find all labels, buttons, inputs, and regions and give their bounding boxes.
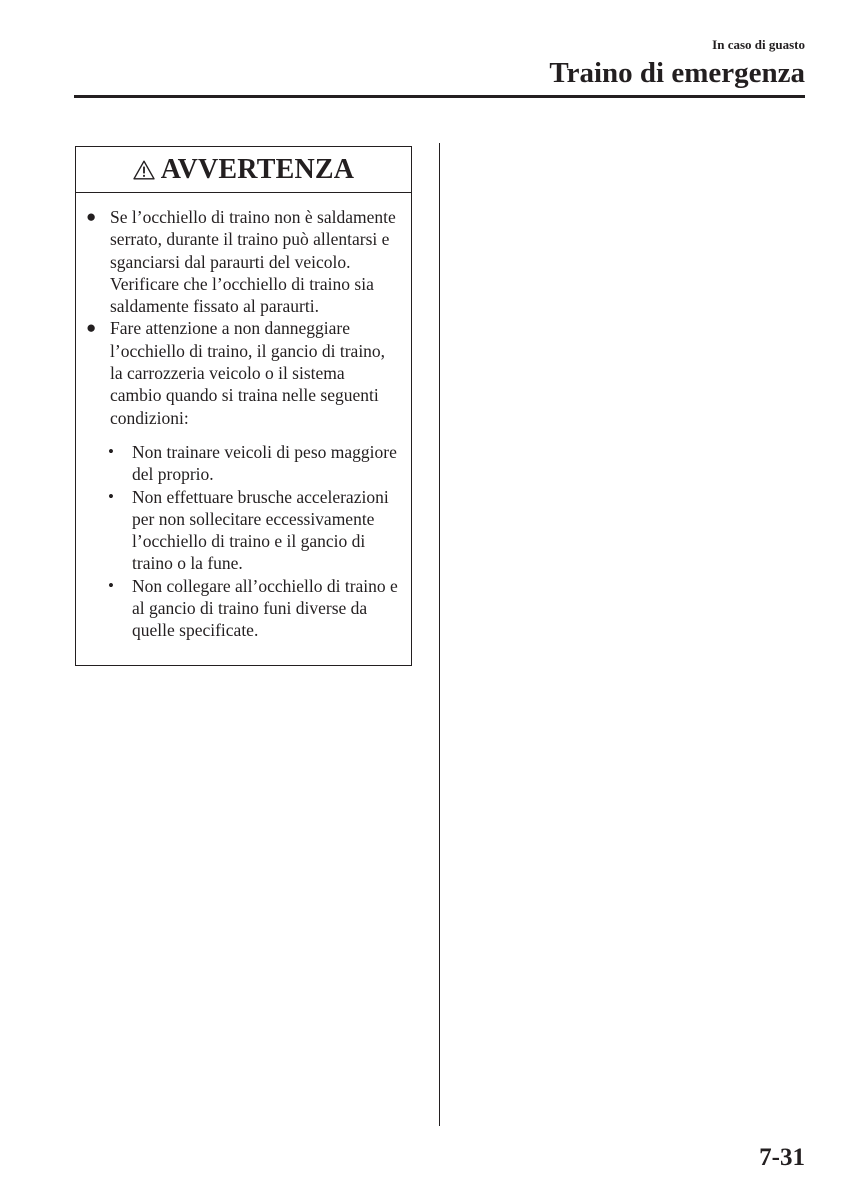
warning-sub-list [108, 441, 399, 642]
page-number: 7-31 [759, 1144, 805, 1171]
page-title: Traino di emergenza [549, 57, 805, 89]
bullet-icon: • [108, 486, 114, 506]
list-item [86, 317, 399, 428]
column-divider [439, 143, 440, 1126]
bullet-icon: ● [86, 207, 97, 226]
section-label: In caso di guasto [712, 37, 805, 52]
warning-list [86, 206, 399, 429]
sub-list-item [108, 575, 399, 642]
warning-header [76, 147, 411, 193]
sub-list-item-text: Non collegare all’occhiello di traino e al gancio di traino funi diverse da quelle specificate. [132, 575, 398, 641]
bullet-icon: • [108, 441, 114, 461]
warning-title: AVVERTENZA [160, 153, 355, 185]
bullet-icon: • [108, 575, 114, 595]
bullet-icon: ● [86, 318, 97, 338]
list-item [86, 206, 399, 317]
sub-list-item [108, 486, 399, 575]
sub-list-item-text: Non trainare veicoli di peso maggiore del proprio. [132, 441, 397, 485]
warning-triangle-icon [133, 160, 155, 180]
sub-list-item-text: Non effettuare brusche accelerazioni per non sollecitare eccessivamente l’occhiello di traino e il gancio di traino o la fune. [132, 486, 389, 574]
list-item-text: Fare attenzione a non danneggiare l’occhiello di traino, il gancio di traino, la carrozzeria veicolo o il sistema cambio quando si traina nelle seguenti condizioni: [110, 318, 386, 428]
sub-list-item [108, 441, 399, 486]
header-rule [74, 95, 805, 98]
warning-box [75, 146, 412, 666]
list-item-text: Se l’occhiello di traino non è saldamente serrato, durante il traino può allentarsi e sganciarsi dal paraurti del veicolo. Verificare che l’occhiello di traino sia saldamente fissato al paraurti. [110, 207, 396, 317]
warning-body [76, 193, 411, 642]
